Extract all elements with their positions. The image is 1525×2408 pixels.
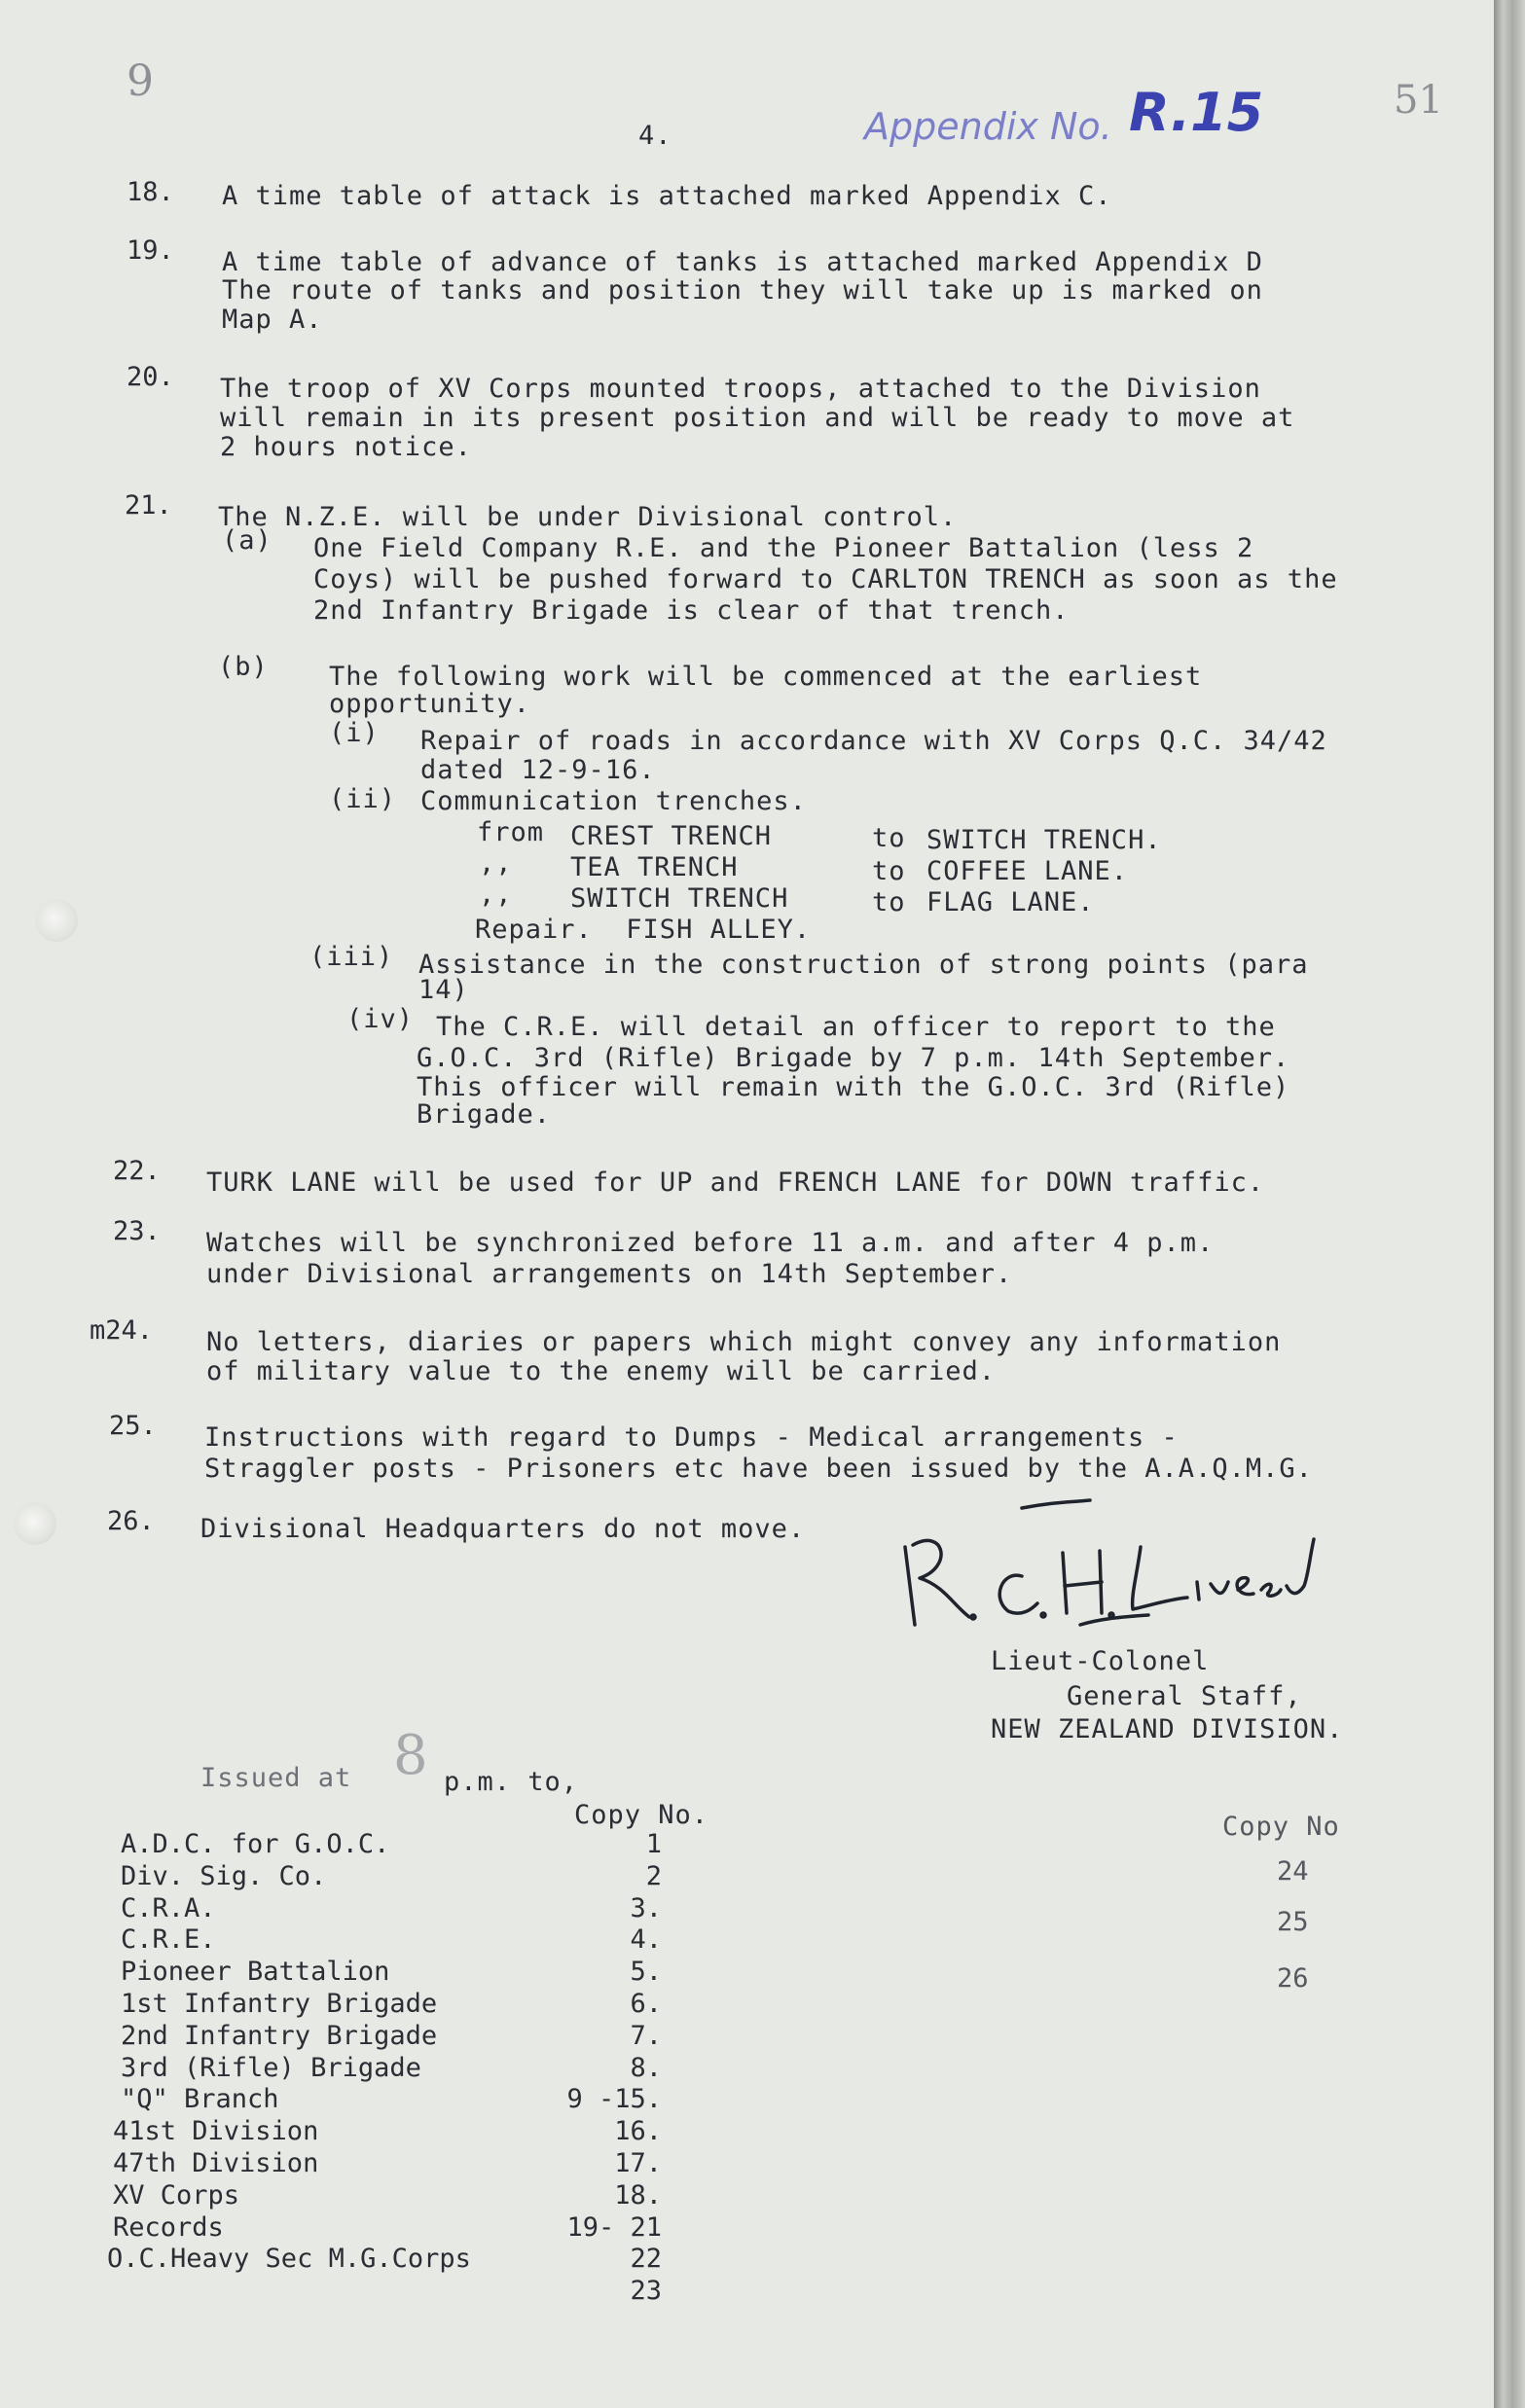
- trench-from: SWITCH TRENCH: [570, 883, 789, 914]
- trench-from: CREST TRENCH: [570, 821, 773, 851]
- item-iv-line: G.O.C. 3rd (Rifle) Brigade by 7 p.m. 14th September.: [417, 1043, 1290, 1073]
- paragraph-number: 20.: [127, 362, 174, 392]
- distribution-copy-number: 1: [645, 1829, 662, 1859]
- extra-copy-header: Copy No: [1222, 1812, 1340, 1842]
- item-iv-line: The C.R.E. will detail an officer to report to the: [436, 1012, 1276, 1042]
- punch-hole: [14, 1502, 56, 1545]
- paragraph-line: of military value to the enemy will be carried.: [206, 1356, 997, 1386]
- distribution-copy-number: 4.: [630, 1924, 662, 1955]
- paragraph-line: The route of tanks and position they will take up is marked on: [222, 275, 1263, 305]
- sub-a-line: 2nd Infantry Brigade is clear of that trench.: [313, 595, 1070, 626]
- issued-prefix: Issued at: [200, 1763, 352, 1793]
- paragraph-line: Instructions with regard to Dumps - Medical arrangements -: [204, 1422, 1179, 1453]
- paragraph-line: No letters, diaries or papers which might convey any information: [206, 1327, 1282, 1357]
- sub-label-b: (b): [218, 652, 269, 682]
- paragraph-line: The troop of XV Corps mounted troops, attached to the Division: [220, 374, 1261, 404]
- item-label-ii: (ii): [329, 784, 397, 814]
- distribution-copy-number: 16.: [614, 2116, 662, 2146]
- extra-copy: 26: [1277, 1963, 1309, 1994]
- paragraph-number: 22.: [113, 1156, 161, 1186]
- distribution-copy-number: 7.: [630, 2021, 662, 2051]
- item-i-line: dated 12-9-16.: [420, 755, 656, 785]
- distribution-recipient: Div. Sig. Co.: [121, 1861, 327, 1891]
- extra-copy: 25: [1277, 1907, 1309, 1937]
- paragraph-number: 21.: [125, 490, 172, 521]
- trench-pre: ,,: [479, 880, 513, 910]
- item-iv-line: This officer will remain with the G.O.C. 3rd (Rifle): [417, 1072, 1290, 1102]
- distribution-recipient: XV Corps: [113, 2180, 240, 2210]
- paragraph-number: 26.: [107, 1506, 155, 1536]
- signature-division: NEW ZEALAND DIVISION.: [991, 1714, 1344, 1744]
- extra-copy: 24: [1277, 1856, 1309, 1887]
- distribution-copy-number: 17.: [614, 2148, 662, 2178]
- paragraph-number: 18.: [127, 177, 174, 207]
- issued-suffix: p.m. to,: [444, 1767, 579, 1797]
- distribution-recipient: 2nd Infantry Brigade: [121, 2021, 438, 2051]
- item-i-line: Repair of roads in accordance with XV Corps Q.C. 34/42: [420, 726, 1327, 756]
- paragraph-line: The N.Z.E. will be under Divisional control.: [218, 502, 958, 532]
- paragraph-line: under Divisional arrangements on 14th September.: [206, 1259, 1013, 1289]
- paragraph-number: m24.: [90, 1315, 154, 1346]
- distribution-recipient: C.R.E.: [121, 1924, 216, 1955]
- distribution-copy-number: 18.: [614, 2180, 662, 2210]
- page-number: 4.: [638, 121, 672, 151]
- distribution-copy-number: 6.: [630, 1989, 662, 2019]
- distribution-copy-number: 22: [630, 2244, 662, 2274]
- item-label-i: (i): [329, 718, 380, 748]
- trench-to: FLAG LANE.: [926, 887, 1095, 917]
- signature-staff: General Staff,: [1067, 1681, 1302, 1711]
- pencil-folio-right: 51: [1394, 78, 1443, 123]
- distribution-recipient: 47th Division: [113, 2148, 319, 2178]
- paragraph-line: Divisional Headquarters do not move.: [200, 1514, 806, 1544]
- trench-to-word: to: [872, 856, 906, 886]
- signature-rank: Lieut-Colonel: [991, 1646, 1210, 1676]
- distribution-copy-number: 9 -15.: [566, 2084, 662, 2114]
- punch-hole: [35, 899, 78, 942]
- paragraph-number: 19.: [127, 235, 174, 266]
- trench-to: SWITCH TRENCH.: [926, 825, 1162, 855]
- distribution-copy-number: 2: [645, 1861, 662, 1891]
- sub-a-line: One Field Company R.E. and the Pioneer Battalion (less 2: [313, 533, 1254, 563]
- distribution-copy-number: 8.: [630, 2053, 662, 2083]
- paragraph-number: 25.: [109, 1411, 157, 1441]
- sub-b-line: opportunity.: [329, 689, 531, 719]
- trench-pre: from: [477, 817, 545, 847]
- trench-to: COFFEE LANE.: [926, 856, 1129, 886]
- paragraph-line: Watches will be synchronized before 11 a.m. and after 4 p.m.: [206, 1228, 1215, 1258]
- appendix-stamp-value: R.15: [1129, 82, 1264, 143]
- trench-pre: ,,: [479, 848, 513, 879]
- paragraph-line: 2 hours notice.: [220, 432, 472, 462]
- pencil-folio-left: 9: [127, 56, 154, 106]
- paragraph-line: A time table of advance of tanks is attached marked Appendix D: [222, 247, 1263, 277]
- distribution-copy-number: 5.: [630, 1957, 662, 1987]
- distribution-recipient: C.R.A.: [121, 1893, 216, 1923]
- item-iv-line: Brigade.: [417, 1099, 552, 1130]
- trench-to-word: to: [872, 887, 906, 917]
- page-edge: [1494, 0, 1525, 2408]
- paragraph-line: Map A.: [222, 305, 323, 335]
- handwritten-signature: [876, 1489, 1343, 1635]
- issued-time: 8: [393, 1724, 428, 1787]
- distribution-recipient: 3rd (Rifle) Brigade: [121, 2053, 421, 2083]
- distribution-copy-number: 23: [630, 2276, 662, 2306]
- distribution-recipient: O.C.Heavy Sec M.G.Corps: [107, 2244, 471, 2274]
- trench-from: TEA TRENCH: [570, 852, 739, 882]
- paragraph-line: A time table of attack is attached marked Appendix C.: [222, 181, 1112, 211]
- sub-b-line: The following work will be commenced at the earliest: [329, 662, 1203, 692]
- paragraph-line: TURK LANE will be used for UP and FRENCH LANE for DOWN traffic.: [206, 1168, 1265, 1198]
- item-label-iii: (iii): [309, 942, 394, 972]
- distribution-recipient: Records: [113, 2212, 224, 2243]
- distribution-recipient: 41st Division: [113, 2116, 319, 2146]
- trench-to-word: to: [872, 823, 906, 853]
- appendix-stamp-label: Appendix No.: [864, 105, 1112, 148]
- paragraph-line: Straggler posts - Prisoners etc have been issued by the A.A.Q.M.G.: [204, 1454, 1313, 1484]
- item-ii-line: Communication trenches.: [420, 786, 807, 816]
- paragraph-line: will remain in its present position and will be ready to move at: [220, 403, 1295, 433]
- distribution-recipient: 1st Infantry Brigade: [121, 1989, 438, 2019]
- paragraph-number: 23.: [113, 1216, 161, 1246]
- distribution-recipient: Pioneer Battalion: [121, 1957, 390, 1987]
- distribution-recipient: "Q" Branch: [121, 2084, 279, 2114]
- item-label-iv: (iv): [346, 1004, 415, 1034]
- item-iii-line: 14): [418, 975, 469, 1005]
- distribution-copy-number: 3.: [630, 1893, 662, 1923]
- sub-a-line: Coys) will be pushed forward to CARLTON TRENCH as soon as the: [313, 564, 1338, 594]
- item-iii-line: Assistance in the construction of strong points (para: [418, 950, 1309, 980]
- copy-header: Copy No.: [574, 1800, 709, 1830]
- distribution-copy-number: 19- 21: [566, 2212, 662, 2243]
- repair-line: Repair. FISH ALLEY.: [475, 915, 812, 945]
- sub-label-a: (a): [222, 525, 272, 556]
- distribution-recipient: A.D.C. for G.O.C.: [121, 1829, 390, 1859]
